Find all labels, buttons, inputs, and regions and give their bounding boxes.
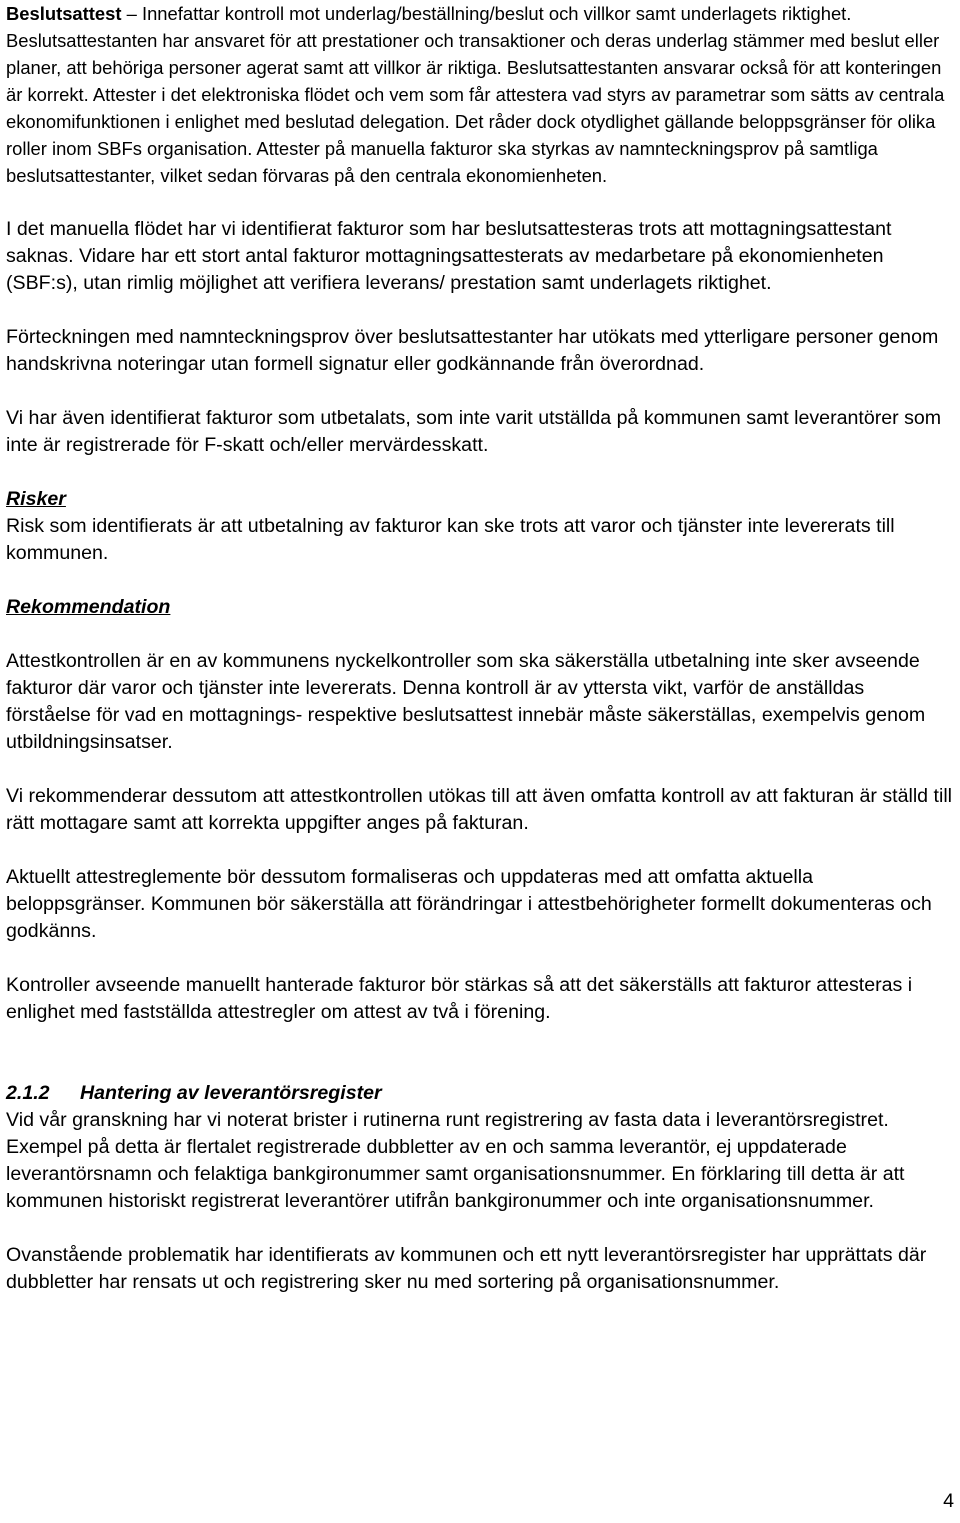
spacer: [6, 189, 954, 216]
spacer: [6, 297, 954, 324]
spacer: [6, 945, 954, 972]
rekommendation-paragraph-2: Vi rekommenderar dessutom att attestkontrollen utökas till att även omfatta kontroll av att fakturan är ställd till rätt mottagare samt att korrekta uppgifter anges på fakturan.: [6, 785, 953, 834]
section-heading: [6, 1080, 954, 1107]
spacer: [6, 1215, 954, 1242]
risker-heading: Risker: [6, 488, 66, 510]
beslutsattest-parametrar-text: Attester i det elektroniska flödet och vem som får attestera vad styrs av parametrar som sätts av centrala ekonomifunktionen i enlighet med beslutad delegation. Det råder dock otydlighet gällande beloppsgränser för olika roller inom SBFs organisation. Attester på manuella fakturor ska styrkas av namnteckningsprov på samtliga beslutsattestanter, vilket sedan förvaras på den centrala ekonomienheten.: [6, 84, 945, 186]
finding-paragraph-2: Förteckningen med namnteckningsprov över beslutsattestanter har utökats med ytterligare personer genom handskrivna noteringar utan formell signatur eller godkännande från överordnad.: [6, 326, 939, 375]
finding-paragraph-3: Vi har även identifierat fakturor som utbetalats, som inte varit utställda på kommunen samt leverantörer som inte är registrerade för F-skatt och/eller mervärdesskatt.: [6, 407, 942, 456]
term-dash: –: [121, 3, 142, 24]
spacer: [6, 459, 954, 486]
document-page: [6, 0, 954, 1296]
finding-paragraph-1: I det manuella flödet har vi identifierat fakturor som har beslutsattesteras trots att mottagningsattestant saknas. Vidare har ett stort antal fakturor mottagningsattesterats av medarbetare på ekonomienheten (SBF:s), utan rimlig möjlighet att verifiera leverans/ prestation samt underlagets riktighet.: [6, 218, 892, 294]
risker-text: Risk som identifierats är att utbetalning av fakturor kan ske trots att varor och tjänster inte levererats till kommunen.: [6, 515, 895, 564]
spacer: [6, 567, 954, 594]
rekommendation-paragraph-1: Attestkontrollen är en av kommunens nyckelkontroller som ska säkerställa utbetalning inte sker avseende fakturor där varor och tjänster inte levererats. Denna kontroll är av yttersta vikt, varför de anställdas förståelse för vad en mottagnings- respektive beslutsattest innebär måste säkerställas, exempelvis genom utbildningsinsatser.: [6, 650, 926, 753]
beslutsattest-definition: [6, 0, 954, 189]
spacer: [6, 1026, 954, 1080]
spacer: [6, 621, 954, 648]
spacer: [6, 378, 954, 405]
beslutsattest-term: Beslutsattest: [6, 3, 122, 24]
section-title: Hantering av leverantörsregister: [80, 1082, 382, 1104]
section-paragraph-1: Vid vår granskning har vi noterat brister i rutinerna runt registrering av fasta data i leverantörsregistret. Exempel på detta är flertalet registrerade dubbletter av en och samma leverantör, ej uppdaterade leverantörsnamn och felaktiga bankgironummer samt organisationsnummer. En förklaring till detta är att kommunen historiskt registrerat leverantörer utifrån bankgironummer och inte organisationsnummer.: [6, 1109, 905, 1212]
rekommendation-paragraph-4: Kontroller avseende manuellt hanterade fakturor bör stärkas så att det säkerställs att fakturor attesteras i enlighet med fastställda attestregler om attest av två i förening.: [6, 974, 913, 1023]
beslutsattest-definition-text: Innefattar kontroll mot underlag/beställning/beslut och villkor samt underlagets riktighet. Beslutsattestanten har ansvaret för att prestationer och transaktioner och deras underlag stämmer med beslut eller planer, att behöriga personer agerat samt att villkor är riktiga. Beslutsattestanten ansvarar också för att konteringen är korrekt.: [6, 3, 942, 105]
rekommendation-paragraph-3: Aktuellt attestreglemente bör dessutom formaliseras och uppdateras med att omfatta aktuella beloppsgränser. Kommunen bör säkerställa att förändringar i attestbehörigheter formellt dokumenteras och godkänns.: [6, 866, 932, 942]
spacer: [6, 756, 954, 783]
section-paragraph-2: Ovanstående problematik har identifierats av kommunen och ett nytt leverantörsregister har upprättats där dubbletter har rensats ut och registrering sker nu med sortering på organisationsnummer.: [6, 1244, 927, 1293]
section-number: 2.1.2: [6, 1082, 50, 1104]
page-number: 4: [943, 1490, 954, 1512]
rekommendation-heading: Rekommendation: [6, 596, 171, 618]
spacer: [6, 837, 954, 864]
